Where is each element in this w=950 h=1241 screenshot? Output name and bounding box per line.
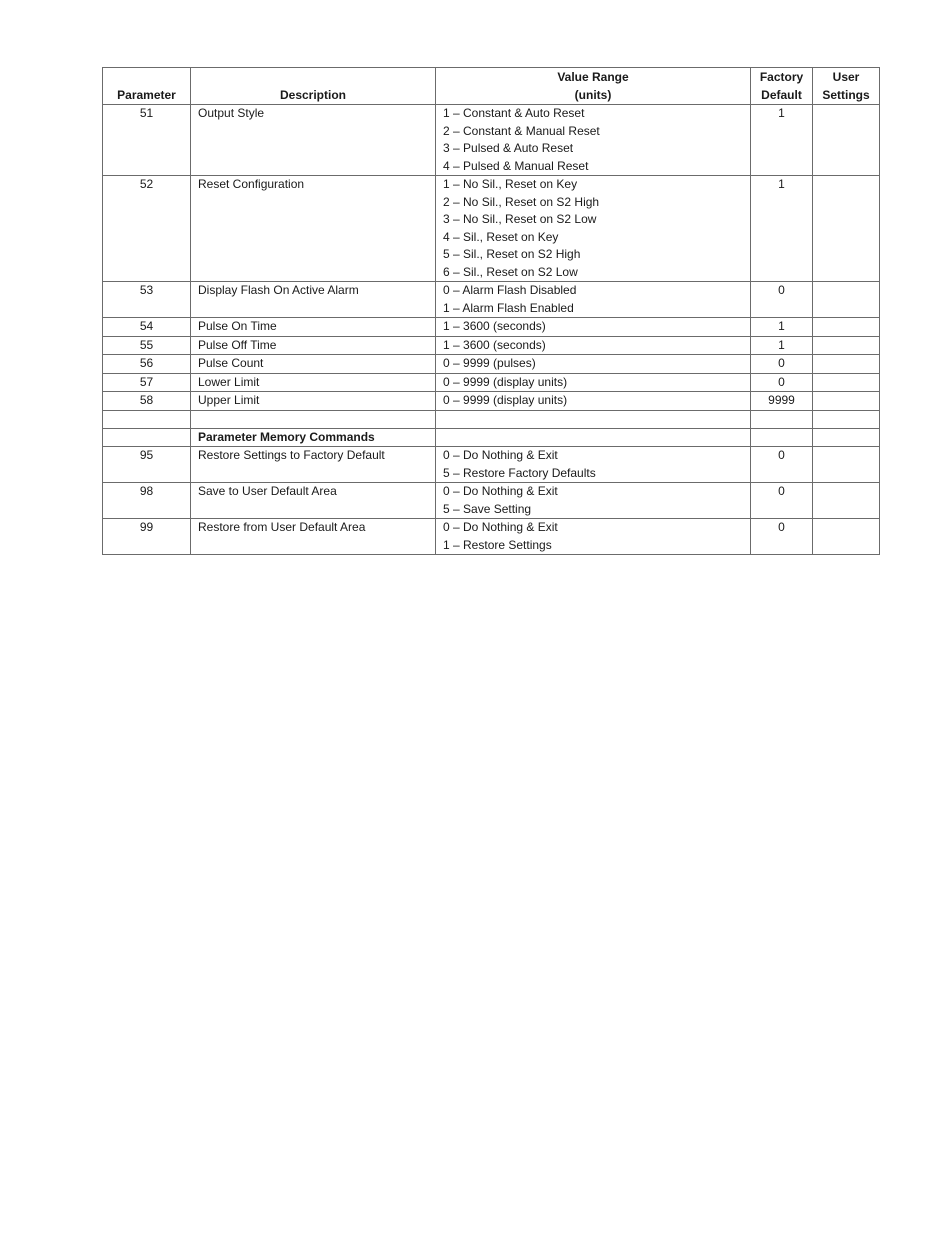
- parameter-description: Pulse On Time: [191, 318, 436, 337]
- table-row: [103, 176, 880, 282]
- parameter-number: 95: [103, 447, 191, 483]
- parameter-description: Save to User Default Area: [191, 483, 436, 519]
- value-range: [436, 176, 751, 282]
- value-option: 1 – No Sil., Reset on Key: [443, 177, 578, 191]
- table-row: [103, 519, 880, 555]
- section-title: Parameter Memory Commands: [191, 428, 436, 447]
- value-option: 0 – Do Nothing & Exit: [443, 484, 558, 498]
- user-settings-cell[interactable]: [813, 519, 880, 555]
- factory-default: 9999: [751, 392, 813, 411]
- factory-default: 0: [751, 519, 813, 555]
- spacer-body: [103, 410, 880, 447]
- value-range: [436, 336, 751, 355]
- memory-commands-body: [103, 447, 880, 555]
- value-range: [436, 318, 751, 337]
- parameter-number: 57: [103, 373, 191, 392]
- value-range: [436, 519, 751, 555]
- header-description: Description: [191, 68, 436, 105]
- parameter-number: 54: [103, 318, 191, 337]
- value-option: 0 – Alarm Flash Disabled: [443, 283, 577, 297]
- value-option: 0 – 9999 (display units): [443, 374, 568, 389]
- value-option: 5 – Save Setting: [443, 501, 532, 516]
- factory-default: 0: [751, 373, 813, 392]
- parameter-description: Pulse Count: [191, 355, 436, 374]
- value-range: [436, 483, 751, 519]
- factory-default: 0: [751, 282, 813, 318]
- user-settings-cell[interactable]: [813, 176, 880, 282]
- table-row: [103, 105, 880, 176]
- user-settings-cell[interactable]: [813, 447, 880, 483]
- parameter-description: Upper Limit: [191, 392, 436, 411]
- parameter-number: 52: [103, 176, 191, 282]
- user-settings-cell[interactable]: [813, 392, 880, 411]
- parameter-number: 51: [103, 105, 191, 176]
- factory-default: 1: [751, 336, 813, 355]
- value-option: 0 – 9999 (display units): [443, 393, 568, 407]
- user-settings-cell[interactable]: [813, 318, 880, 337]
- factory-default: 0: [751, 447, 813, 483]
- table-row: [103, 447, 880, 483]
- value-option: 4 – Pulsed & Manual Reset: [443, 158, 589, 173]
- parameter-number: 56: [103, 355, 191, 374]
- table-row: [103, 373, 880, 392]
- parameter-number: 53: [103, 282, 191, 318]
- user-settings-cell[interactable]: [813, 483, 880, 519]
- header-factory-default: Factory Default: [751, 68, 813, 105]
- parameter-table: [102, 67, 880, 555]
- parameter-description: Restore Settings to Factory Default: [191, 447, 436, 483]
- parameter-table-body: [103, 105, 880, 411]
- parameter-description: Lower Limit: [191, 373, 436, 392]
- value-option: 3 – No Sil., Reset on S2 Low: [443, 212, 597, 226]
- value-range: [436, 282, 751, 318]
- parameter-description: Display Flash On Active Alarm: [191, 282, 436, 318]
- user-settings-cell[interactable]: [813, 282, 880, 318]
- value-range: [436, 105, 751, 176]
- section-title-row: [103, 428, 880, 447]
- header-value-range: Value Range (units): [436, 68, 751, 105]
- table-row: [103, 282, 880, 318]
- table-row: [103, 355, 880, 374]
- factory-default: 0: [751, 483, 813, 519]
- value-option: 0 – Do Nothing & Exit: [443, 448, 558, 462]
- value-option: 1 – 3600 (seconds): [443, 319, 546, 333]
- value-option: 0 – 9999 (pulses): [443, 356, 536, 370]
- value-option: 1 – 3600 (seconds): [443, 337, 546, 352]
- factory-default: 1: [751, 176, 813, 282]
- table-header-row: [103, 68, 880, 105]
- parameter-number: 98: [103, 483, 191, 519]
- value-option: 6 – Sil., Reset on S2 Low: [443, 264, 578, 279]
- document-page: [102, 67, 880, 555]
- value-option: 1 – Constant & Auto Reset: [443, 106, 585, 120]
- value-option: 1 – Alarm Flash Enabled: [443, 300, 574, 315]
- value-option: 2 – No Sil., Reset on S2 High: [443, 194, 600, 209]
- value-option: 2 – Constant & Manual Reset: [443, 123, 600, 138]
- value-range: [436, 447, 751, 483]
- factory-default: 0: [751, 355, 813, 374]
- factory-default: 1: [751, 318, 813, 337]
- parameter-description: Pulse Off Time: [191, 336, 436, 355]
- table-row: [103, 336, 880, 355]
- value-option: 0 – Do Nothing & Exit: [443, 520, 558, 534]
- value-range: [436, 392, 751, 411]
- header-user-settings: User Settings: [813, 68, 880, 105]
- parameter-number: 99: [103, 519, 191, 555]
- user-settings-cell[interactable]: [813, 336, 880, 355]
- parameter-description: Restore from User Default Area: [191, 519, 436, 555]
- value-option: 1 – Restore Settings: [443, 537, 552, 552]
- user-settings-cell[interactable]: [813, 373, 880, 392]
- table-row: [103, 318, 880, 337]
- value-range: [436, 373, 751, 392]
- parameter-description: Output Style: [191, 105, 436, 176]
- header-parameter: Parameter: [103, 68, 191, 105]
- value-option: 5 – Restore Factory Defaults: [443, 465, 596, 480]
- user-settings-cell[interactable]: [813, 355, 880, 374]
- parameter-description: Reset Configuration: [191, 176, 436, 282]
- value-option: 3 – Pulsed & Auto Reset: [443, 141, 574, 155]
- factory-default: 1: [751, 105, 813, 176]
- value-option: 5 – Sil., Reset on S2 High: [443, 247, 581, 261]
- value-option: 4 – Sil., Reset on Key: [443, 229, 559, 244]
- empty-row: [103, 410, 880, 428]
- parameter-number: 58: [103, 392, 191, 411]
- user-settings-cell[interactable]: [813, 105, 880, 176]
- table-row: [103, 392, 880, 411]
- parameter-number: 55: [103, 336, 191, 355]
- table-row: [103, 483, 880, 519]
- value-range: [436, 355, 751, 374]
